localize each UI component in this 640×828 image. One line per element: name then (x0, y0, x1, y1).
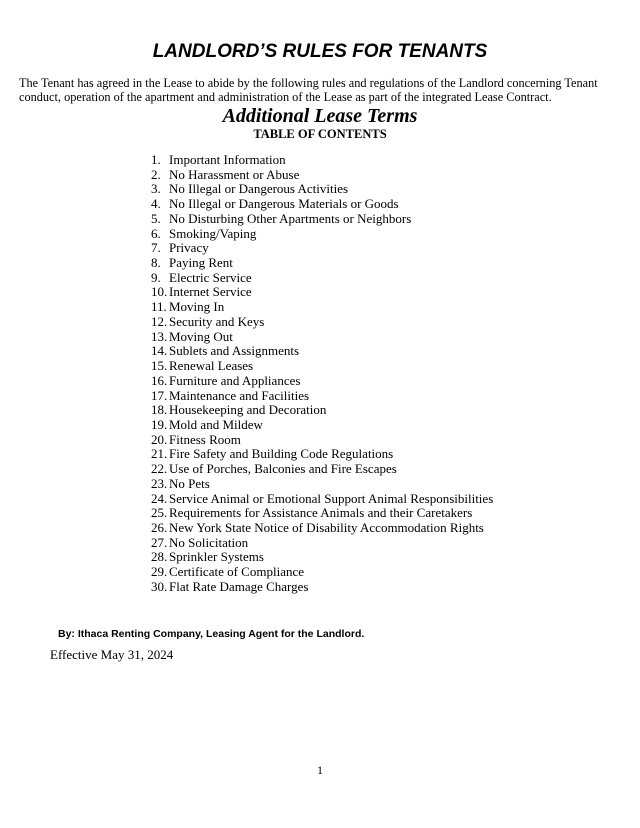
toc-item-label: Moving In (169, 299, 225, 315)
toc-item-number: 19. (151, 416, 168, 432)
toc-item-number: 27. (151, 534, 168, 550)
toc-item (151, 565, 493, 580)
toc-item-number: 15. (151, 358, 168, 374)
toc-item-label: Renewal Leases (169, 358, 254, 374)
toc-item (151, 433, 493, 448)
toc-item-label: Flat Rate Damage Charges (169, 578, 309, 594)
toc-item-number: 18. (151, 402, 168, 418)
toc-item-number: 3. (151, 181, 161, 197)
toc-item (151, 521, 493, 536)
toc-item-label: Sublets and Assignments (169, 343, 300, 359)
toc-item-label: No Illegal or Dangerous Activities (169, 181, 349, 197)
toc-item-label: No Illegal or Dangerous Materials or Goods (169, 196, 399, 212)
toc-item (151, 285, 493, 300)
toc-item-label: Service Animal or Emotional Support Animal Responsibilities (169, 490, 494, 506)
toc-item-number: 11. (151, 299, 167, 315)
toc-item-number: 22. (151, 461, 168, 477)
toc-item-label: Maintenance and Facilities (169, 387, 310, 403)
toc-item-label: Mold and Mildew (169, 416, 263, 432)
section-subtitle: Additional Lease Terms (222, 105, 418, 127)
toc-item (151, 389, 493, 404)
toc-item-label: Security and Keys (169, 313, 265, 329)
toc-item (151, 315, 493, 330)
toc-item-number: 5. (151, 210, 161, 226)
toc-item (151, 182, 493, 197)
toc-item (151, 403, 493, 418)
toc-item-number: 23. (151, 475, 168, 491)
toc-item-label: Internet Service (169, 284, 252, 300)
toc-item-number: 4. (151, 196, 161, 212)
toc-item-number: 13. (151, 328, 168, 344)
toc-item (151, 536, 493, 551)
toc-item-number: 20. (151, 431, 168, 447)
toc-item-number: 7. (151, 240, 161, 256)
toc-item-label: Fire Safety and Building Code Regulations (169, 446, 394, 462)
toc-item (151, 477, 493, 492)
toc-item-label: Certificate of Compliance (169, 564, 305, 580)
toc-item (151, 492, 493, 507)
toc-item-label: Moving Out (169, 328, 233, 344)
toc-item-label: Furniture and Appliances (169, 372, 301, 388)
toc-item-number: 16. (151, 372, 168, 388)
toc-item (151, 447, 493, 462)
toc-item-number: 9. (151, 269, 161, 285)
toc-item (151, 271, 493, 286)
toc-item (151, 168, 493, 183)
toc-item (151, 506, 493, 521)
toc-item-label: Smoking/Vaping (169, 225, 257, 241)
toc-item (151, 344, 493, 359)
toc-item-number: 24. (151, 490, 168, 506)
toc-item-label: Paying Rent (169, 255, 233, 271)
toc-item-number: 30. (151, 578, 168, 594)
toc-item-number: 21. (151, 446, 168, 462)
toc-item-number: 8. (151, 255, 161, 271)
toc-item-label: Important Information (169, 152, 286, 167)
toc-item-number: 14. (151, 343, 168, 359)
toc-item-label: Use of Porches, Balconies and Fire Escapes (169, 461, 397, 477)
toc-item (151, 241, 493, 256)
page-title: LANDLORD’S RULES FOR TENANTS (152, 41, 488, 62)
toc-item (151, 374, 493, 389)
toc-item-label: Electric Service (169, 269, 252, 285)
toc-item-number: 29. (151, 564, 168, 580)
toc-item-number: 6. (151, 225, 161, 241)
toc-item (151, 550, 493, 565)
toc-item-label: Fitness Room (169, 431, 241, 447)
toc-item-label: Privacy (169, 240, 209, 256)
table-of-contents (151, 153, 493, 595)
toc-item-number: 2. (151, 166, 161, 182)
toc-item (151, 462, 493, 477)
toc-heading: TABLE OF CONTENTS (253, 127, 387, 141)
intro-paragraph: The Tenant has agreed in the Lease to abide by the following rules and regulations of the Landlord concerning Tenant conduct, operation of the apartment and administration of the Lease as part of the integrated Lease Contract. (19, 76, 598, 104)
toc-item-number: 12. (151, 313, 168, 329)
toc-item (151, 300, 493, 315)
toc-item-number: 28. (151, 549, 168, 565)
toc-item-label: Requirements for Assistance Animals and their Caretakers (169, 505, 473, 521)
toc-item-label: New York State Notice of Disability Accommodation Rights (169, 519, 484, 535)
toc-item-number: 17. (151, 387, 168, 403)
effective-date: Effective May 31, 2024 (50, 647, 174, 662)
toc-item-label: No Solicitation (169, 534, 249, 550)
toc-item (151, 418, 493, 433)
toc-item (151, 359, 493, 374)
toc-item (151, 197, 493, 212)
signature-line: By: Ithaca Renting Company, Leasing Agent for the Landlord. (58, 628, 365, 640)
toc-item-number: 26. (151, 519, 168, 535)
toc-item (151, 330, 493, 345)
toc-item-label: No Pets (169, 475, 210, 491)
toc-item-number: 25. (151, 505, 168, 521)
toc-item-label: Housekeeping and Decoration (169, 402, 327, 418)
toc-item (151, 580, 493, 595)
toc-item (151, 153, 493, 168)
toc-item-label: Sprinkler Systems (169, 549, 264, 565)
toc-item-number: 10. (151, 284, 168, 300)
page-number: 1 (317, 763, 323, 777)
toc-item (151, 212, 493, 227)
toc-item (151, 256, 493, 271)
toc-item (151, 227, 493, 242)
toc-item-label: No Harassment or Abuse (169, 166, 300, 182)
toc-item-label: No Disturbing Other Apartments or Neighbors (169, 210, 412, 226)
toc-item-number: 1. (151, 152, 161, 167)
